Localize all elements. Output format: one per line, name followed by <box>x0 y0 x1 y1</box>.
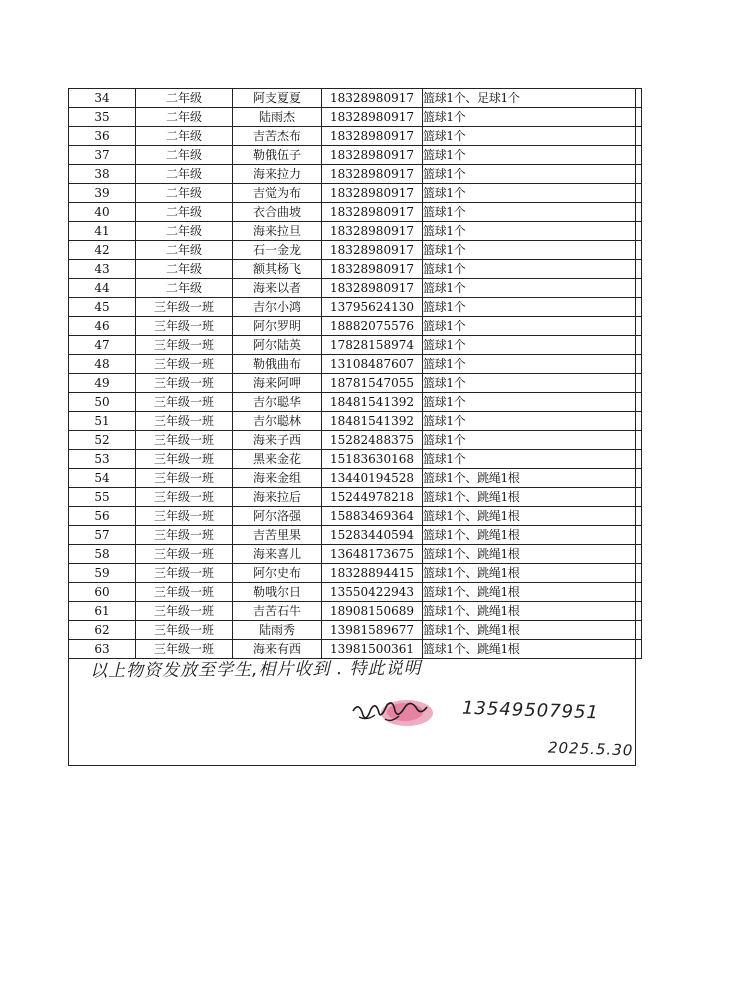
row-phone: 15883469364 <box>322 507 423 526</box>
row-phone: 18328980917 <box>322 222 423 241</box>
row-student-name: 陆雨秀 <box>233 621 322 640</box>
row-student-name: 勒俄曲布 <box>233 355 322 374</box>
row-grade: 三年级一班 <box>136 621 233 640</box>
row-phone: 18328980917 <box>322 146 423 165</box>
table-body <box>69 89 642 659</box>
row-student-name: 阿尔陆英 <box>233 336 322 355</box>
row-items: 篮球1个 <box>423 260 642 279</box>
row-grade: 二年级 <box>136 222 233 241</box>
row-items: 篮球1个 <box>423 127 642 146</box>
row-student-name: 阿尔罗明 <box>233 317 322 336</box>
handwritten-note: 以上物资发放至学生,相片收到 . 特此说明 <box>89 658 422 682</box>
row-phone: 18328980917 <box>322 165 423 184</box>
table-row <box>69 165 642 184</box>
row-number: 50 <box>69 393 136 412</box>
row-student-name: 海来子西 <box>233 431 322 450</box>
handwritten-date: 2025.5.30 <box>547 738 634 760</box>
row-items: 篮球1个 <box>423 374 642 393</box>
row-items: 篮球1个、跳绳1根 <box>423 621 642 640</box>
row-number: 53 <box>69 450 136 469</box>
row-grade: 三年级一班 <box>136 412 233 431</box>
table-row <box>69 317 642 336</box>
row-phone: 15282488375 <box>322 431 423 450</box>
row-phone: 18328980917 <box>322 127 423 146</box>
row-phone: 18328980917 <box>322 203 423 222</box>
row-student-name: 海来有西 <box>233 640 322 659</box>
row-student-name: 石一金龙 <box>233 241 322 260</box>
row-student-name: 海来拉旦 <box>233 222 322 241</box>
row-grade: 三年级一班 <box>136 469 233 488</box>
table-row <box>69 526 642 545</box>
table-row <box>69 146 642 165</box>
row-student-name: 海来拉力 <box>233 165 322 184</box>
row-items: 篮球1个 <box>423 298 642 317</box>
table-row <box>69 241 642 260</box>
row-student-name: 吉苦杰布 <box>233 127 322 146</box>
row-grade: 二年级 <box>136 89 233 108</box>
table-row <box>69 564 642 583</box>
row-phone: 15183630168 <box>322 450 423 469</box>
row-items: 篮球1个 <box>423 222 642 241</box>
row-number: 45 <box>69 298 136 317</box>
row-phone: 15283440594 <box>322 526 423 545</box>
table-row <box>69 298 642 317</box>
row-student-name: 吉苦石牛 <box>233 602 322 621</box>
row-items: 篮球1个、跳绳1根 <box>423 507 642 526</box>
row-grade: 二年级 <box>136 108 233 127</box>
row-items: 篮球1个、跳绳1根 <box>423 602 642 621</box>
row-student-name: 黑来金花 <box>233 450 322 469</box>
row-phone: 18328980917 <box>322 89 423 108</box>
table-row <box>69 431 642 450</box>
table-row <box>69 279 642 298</box>
row-items: 篮球1个 <box>423 412 642 431</box>
row-items: 篮球1个 <box>423 431 642 450</box>
row-number: 35 <box>69 108 136 127</box>
row-number: 42 <box>69 241 136 260</box>
row-phone: 17828158974 <box>322 336 423 355</box>
table-row <box>69 507 642 526</box>
table-row <box>69 203 642 222</box>
row-phone: 13795624130 <box>322 298 423 317</box>
row-number: 51 <box>69 412 136 431</box>
row-grade: 二年级 <box>136 279 233 298</box>
row-number: 44 <box>69 279 136 298</box>
row-phone: 18481541392 <box>322 393 423 412</box>
row-phone: 18328980917 <box>322 241 423 260</box>
row-number: 39 <box>69 184 136 203</box>
row-grade: 三年级一班 <box>136 393 233 412</box>
row-items: 篮球1个、足球1个 <box>423 89 642 108</box>
row-phone: 13981589677 <box>322 621 423 640</box>
row-items: 篮球1个、跳绳1根 <box>423 564 642 583</box>
row-grade: 三年级一班 <box>136 640 233 659</box>
row-phone: 18328980917 <box>322 184 423 203</box>
row-number: 46 <box>69 317 136 336</box>
row-student-name: 勒哦尔日 <box>233 583 322 602</box>
row-phone: 18328980917 <box>322 260 423 279</box>
row-items: 篮球1个、跳绳1根 <box>423 488 642 507</box>
row-items: 篮球1个 <box>423 146 642 165</box>
row-grade: 三年级一班 <box>136 526 233 545</box>
row-items: 篮球1个 <box>423 355 642 374</box>
row-student-name: 额其杨飞 <box>233 260 322 279</box>
table-row <box>69 260 642 279</box>
table-row <box>69 602 642 621</box>
row-number: 38 <box>69 165 136 184</box>
row-number: 55 <box>69 488 136 507</box>
row-phone: 13108487607 <box>322 355 423 374</box>
row-items: 篮球1个 <box>423 279 642 298</box>
row-number: 63 <box>69 640 136 659</box>
row-phone: 13440194528 <box>322 469 423 488</box>
row-items: 篮球1个、跳绳1根 <box>423 526 642 545</box>
row-number: 36 <box>69 127 136 146</box>
row-student-name: 阿尔洛强 <box>233 507 322 526</box>
row-phone: 13648173675 <box>322 545 423 564</box>
row-grade: 二年级 <box>136 203 233 222</box>
row-student-name: 勒俄伍子 <box>233 146 322 165</box>
row-phone: 18908150689 <box>322 602 423 621</box>
row-number: 52 <box>69 431 136 450</box>
table-row <box>69 412 642 431</box>
row-items: 篮球1个、跳绳1根 <box>423 640 642 659</box>
row-grade: 三年级一班 <box>136 450 233 469</box>
row-grade: 三年级一班 <box>136 507 233 526</box>
table-row <box>69 89 642 108</box>
row-grade: 二年级 <box>136 127 233 146</box>
row-items: 篮球1个、跳绳1根 <box>423 469 642 488</box>
row-student-name: 陆雨杰 <box>233 108 322 127</box>
table-row <box>69 184 642 203</box>
row-phone: 13550422943 <box>322 583 423 602</box>
row-items: 篮球1个 <box>423 203 642 222</box>
row-grade: 三年级一班 <box>136 488 233 507</box>
row-student-name: 吉觉为布 <box>233 184 322 203</box>
handwritten-phone: 13549507951 <box>461 697 600 724</box>
row-phone: 18882075576 <box>322 317 423 336</box>
row-number: 48 <box>69 355 136 374</box>
row-grade: 三年级一班 <box>136 545 233 564</box>
row-items: 篮球1个 <box>423 336 642 355</box>
row-number: 43 <box>69 260 136 279</box>
row-student-name: 阿尔史布 <box>233 564 322 583</box>
row-number: 59 <box>69 564 136 583</box>
table-row <box>69 621 642 640</box>
row-number: 40 <box>69 203 136 222</box>
row-grade: 二年级 <box>136 146 233 165</box>
row-grade: 三年级一班 <box>136 298 233 317</box>
row-number: 61 <box>69 602 136 621</box>
row-student-name: 吉尔聪华 <box>233 393 322 412</box>
row-grade: 三年级一班 <box>136 374 233 393</box>
row-student-name: 衣合曲坡 <box>233 203 322 222</box>
row-number: 57 <box>69 526 136 545</box>
table-row <box>69 450 642 469</box>
table-row <box>69 127 642 146</box>
row-grade: 三年级一班 <box>136 355 233 374</box>
table-row <box>69 222 642 241</box>
row-grade: 三年级一班 <box>136 564 233 583</box>
row-grade: 三年级一班 <box>136 583 233 602</box>
row-student-name: 海来金组 <box>233 469 322 488</box>
distribution-table <box>68 88 642 659</box>
row-items: 篮球1个、跳绳1根 <box>423 583 642 602</box>
table-row <box>69 545 642 564</box>
row-phone: 18328980917 <box>322 108 423 127</box>
signature-stamp-icon <box>345 693 445 733</box>
table-row <box>69 393 642 412</box>
table-row <box>69 488 642 507</box>
row-number: 62 <box>69 621 136 640</box>
row-phone: 18328980917 <box>322 279 423 298</box>
row-number: 49 <box>69 374 136 393</box>
row-phone: 15244978218 <box>322 488 423 507</box>
signature <box>345 693 445 733</box>
row-phone: 13981500361 <box>322 640 423 659</box>
row-items: 篮球1个 <box>423 184 642 203</box>
row-items: 篮球1个 <box>423 165 642 184</box>
table-row <box>69 583 642 602</box>
row-grade: 二年级 <box>136 184 233 203</box>
row-grade: 二年级 <box>136 260 233 279</box>
row-number: 47 <box>69 336 136 355</box>
table-row <box>69 374 642 393</box>
row-student-name: 吉苦里果 <box>233 526 322 545</box>
row-number: 34 <box>69 89 136 108</box>
row-items: 篮球1个 <box>423 393 642 412</box>
row-student-name: 海来喜儿 <box>233 545 322 564</box>
row-items: 篮球1个 <box>423 108 642 127</box>
row-number: 56 <box>69 507 136 526</box>
table-row <box>69 355 642 374</box>
row-grade: 三年级一班 <box>136 431 233 450</box>
row-student-name: 吉尔聪林 <box>233 412 322 431</box>
row-items: 篮球1个 <box>423 317 642 336</box>
row-student-name: 吉尔小鸿 <box>233 298 322 317</box>
row-grade: 二年级 <box>136 165 233 184</box>
row-grade: 三年级一班 <box>136 602 233 621</box>
row-number: 41 <box>69 222 136 241</box>
table-row <box>69 336 642 355</box>
row-number: 54 <box>69 469 136 488</box>
row-student-name: 海来阿呷 <box>233 374 322 393</box>
row-student-name: 阿支夏夏 <box>233 89 322 108</box>
table-row <box>69 469 642 488</box>
row-phone: 18328894415 <box>322 564 423 583</box>
row-items: 篮球1个 <box>423 450 642 469</box>
row-number: 37 <box>69 146 136 165</box>
row-grade: 二年级 <box>136 241 233 260</box>
table-row <box>69 108 642 127</box>
row-grade: 三年级一班 <box>136 317 233 336</box>
row-phone: 18781547055 <box>322 374 423 393</box>
row-number: 58 <box>69 545 136 564</box>
row-phone: 18481541392 <box>322 412 423 431</box>
row-items: 篮球1个 <box>423 241 642 260</box>
row-grade: 三年级一班 <box>136 336 233 355</box>
row-items: 篮球1个、跳绳1根 <box>423 545 642 564</box>
row-number: 60 <box>69 583 136 602</box>
row-student-name: 海来拉后 <box>233 488 322 507</box>
row-student-name: 海来以者 <box>233 279 322 298</box>
